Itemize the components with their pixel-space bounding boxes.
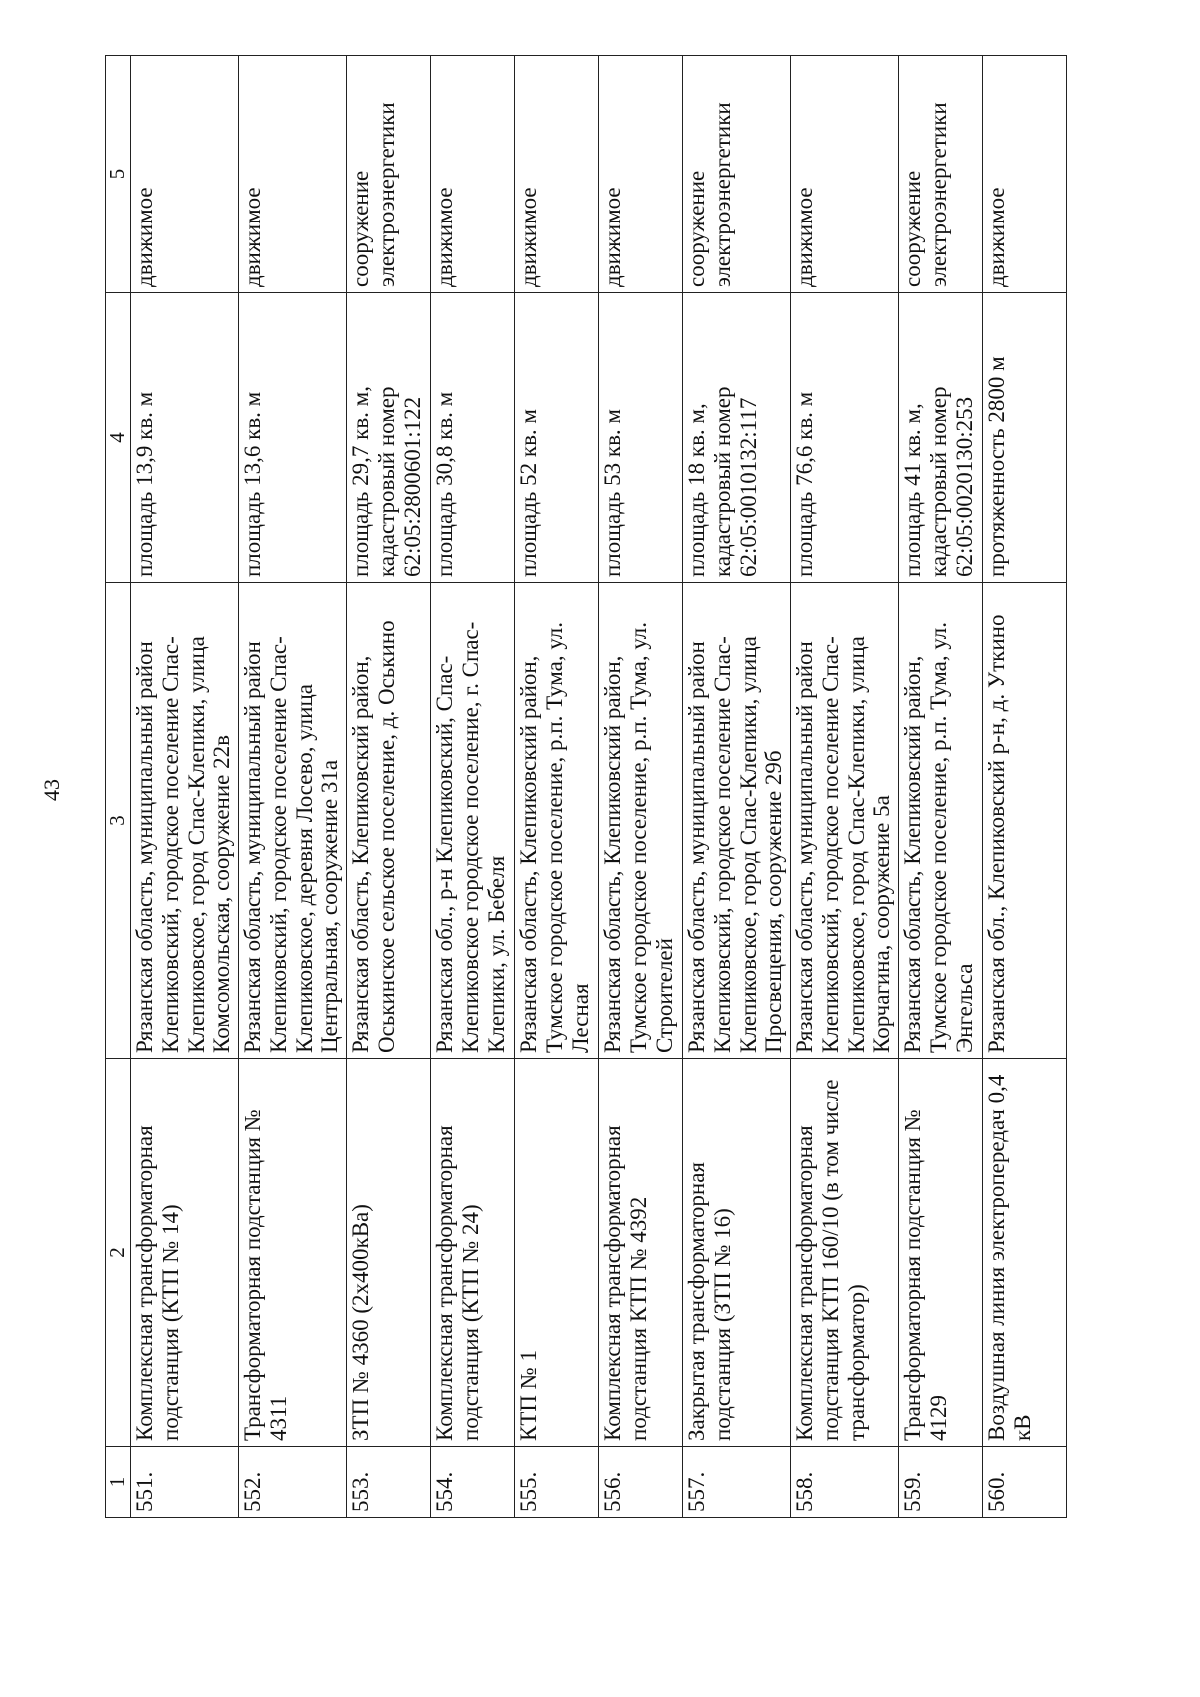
rotated-table-container [105,56,1057,1518]
column-header: 1 [106,1447,131,1518]
object-address: Рязанская обл., р-н Клепиковский, Спас-Клепиковское городское поселение, г. Спас-Клепики, ул. Бебеля [431,583,515,1059]
table-row [239,56,347,1518]
object-name: КТП № 1 [515,1059,599,1447]
column-header: 2 [106,1059,131,1447]
object-name: Воздушная линия электропередач 0,4 кВ [983,1059,1067,1447]
page-number: 43 [39,779,64,801]
table-row [347,56,431,1518]
object-name: ЗТП № 4360 (2х400кВа) [347,1059,431,1447]
row-number: 558. [791,1447,899,1518]
table-row [683,56,791,1518]
object-address: Рязанская область, муниципальный район Клепиковский, городское поселение Спас-Клепиковское, город Спас-Клепики, улица Просвещения, сооружение 29б [683,583,791,1059]
object-characteristic: площадь 13,6 кв. м [239,293,347,583]
row-number: 560. [983,1447,1067,1518]
row-number: 555. [515,1447,599,1518]
object-name: Комплексная трансформаторная подстанция КТП № 4392 [599,1059,683,1447]
object-type: сооружение электроэнергетики [683,56,791,293]
row-number: 553. [347,1447,431,1518]
object-characteristic: площадь 52 кв. м [515,293,599,583]
object-type: движимое [599,56,683,293]
object-type: движимое [431,56,515,293]
object-type: движимое [515,56,599,293]
table-row [599,56,683,1518]
object-characteristic: площадь 18 кв. м, кадастровый номер 62:05:0010132:117 [683,293,791,583]
object-type: движимое [131,56,239,293]
column-header: 4 [106,293,131,583]
object-type: движимое [983,56,1067,293]
row-number: 552. [239,1447,347,1518]
row-number: 551. [131,1447,239,1518]
object-characteristic: площадь 53 кв. м [599,293,683,583]
object-name: Комплексная трансформаторная подстанция (КТП № 24) [431,1059,515,1447]
property-table [105,55,1067,1518]
column-header: 3 [106,583,131,1059]
column-header: 5 [106,56,131,293]
object-characteristic: площадь 13,9 кв. м [131,293,239,583]
object-address: Рязанская область, муниципальный район Клепиковский, городское поселение Спас-Клепиковское, город Спас-Клепики, улица Корчагина, сооружение 5а [791,583,899,1059]
table-row [131,56,239,1518]
object-name: Трансформаторная подстанция № 4311 [239,1059,347,1447]
table-row [515,56,599,1518]
table-row [791,56,899,1518]
row-number: 557. [683,1447,791,1518]
table-row [431,56,515,1518]
object-type: сооружение электроэнергетики [899,56,983,293]
table-header-row [106,56,131,1518]
object-type: сооружение электроэнергетики [347,56,431,293]
object-type: движимое [239,56,347,293]
object-address: Рязанская область, Клепиковский район, Тумское городское поселение, р.п. Тума, ул. Энгельса [899,583,983,1059]
row-number: 556. [599,1447,683,1518]
object-address: Рязанская область, Клепиковский район, Тумское городское поселение, р.п. Тума, ул. Строителей [599,583,683,1059]
table-row [983,56,1067,1518]
table-row [899,56,983,1518]
row-number: 554. [431,1447,515,1518]
object-name: Комплексная трансформаторная подстанция (КТП № 14) [131,1059,239,1447]
object-address: Рязанская область, Клепиковский район, Оськинское сельское поселение, д. Оськино [347,583,431,1059]
object-address: Рязанская область, муниципальный район Клепиковский, городское поселение Спас-Клепиковское, деревня Лосево, улица Центральная, сооружение 31а [239,583,347,1059]
object-characteristic: площадь 30,8 кв. м [431,293,515,583]
object-characteristic: площадь 76,6 кв. м [791,293,899,583]
object-name: Трансформаторная подстанция № 4129 [899,1059,983,1447]
object-name: Закрытая трансформаторная подстанция (ЗТП № 16) [683,1059,791,1447]
object-type: движимое [791,56,899,293]
object-address: Рязанская область, муниципальный район Клепиковский, городское поселение Спас-Клепиковское, город Спас-Клепики, улица Комсомольская, сооружение 22в [131,583,239,1059]
object-characteristic: площадь 29,7 кв. м, кадастровый номер 62:05:2800601:122 [347,293,431,583]
row-number: 559. [899,1447,983,1518]
object-characteristic: протяженность 2800 м [983,293,1067,583]
object-address: Рязанская обл., Клепиковский р-н, д. Уткино [983,583,1067,1059]
object-address: Рязанская область, Клепиковский район, Тумское городское поселение, р.п. Тума, ул. Лесная [515,583,599,1059]
object-name: Комплексная трансформаторная подстанция КТП 160/10 (в том числе трансформатор) [791,1059,899,1447]
object-characteristic: площадь 41 кв. м, кадастровый номер 62:05:0020130:253 [899,293,983,583]
